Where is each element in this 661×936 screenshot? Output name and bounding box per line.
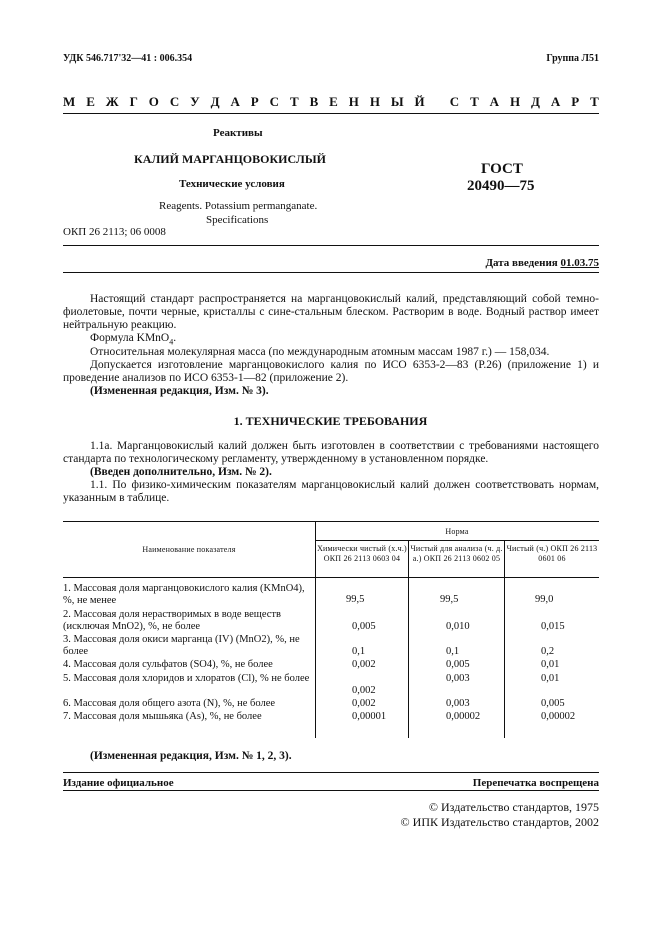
edit-note-1-2-3: (Измененная редакция, Изм. № 1, 2, 3). [90, 750, 292, 762]
banner-letter: О [148, 94, 159, 109]
table-cell: 0,015 [541, 621, 565, 632]
table-cell: 0,002 [352, 659, 376, 670]
banner-letter: С [269, 94, 280, 109]
banner-letter: В [309, 94, 319, 109]
table-cell: 0,005 [446, 659, 470, 670]
introduction-date [485, 257, 599, 269]
table-cell: 0,1 [446, 646, 460, 657]
table-cell: 99,0 [535, 594, 554, 605]
table-cell: 0,003 [446, 698, 470, 709]
interstate-standard-banner [63, 94, 599, 110]
table-row-name: 1. Массовая доля марганцовокислого калия (KMnO4), %, не менее [63, 583, 305, 606]
table-cell: 0,00001 [352, 711, 387, 722]
reagents-label: Реактивы [213, 127, 263, 139]
table-norm-rule [315, 540, 599, 541]
footer-rule [63, 772, 599, 773]
table-cell: 0,010 [446, 621, 470, 632]
table-cell: 0,005 [541, 698, 565, 709]
table-cell: 0,1 [352, 646, 366, 657]
banner-letter: Р [571, 94, 580, 109]
introduction-date-value: 01.03.75 [560, 257, 599, 269]
section-technical-requirements: 1. ТЕХНИЧЕСКИЕ ТРЕБОВАНИЯ [233, 414, 428, 428]
paragraph-scope: Настоящий стандарт распространяется на марганцовокислый калий, представляющий собой темно-фиолетовые, почти черные, кристаллы с сине-стальным блеском. Растворим в воде. Водный раствор имеет нейтральную реакцию. [63, 293, 599, 331]
udk-code: УДК 546.717'32—41 : 006.354 [63, 53, 193, 64]
formula-text: Формула KMnO [90, 332, 170, 344]
banner-letter: Н [348, 94, 359, 109]
group-code: Группа Л51 [546, 53, 599, 64]
table-cell: 0,003 [446, 673, 470, 684]
gost-label: ГОСТ [481, 161, 523, 177]
banner-letter: Т [470, 94, 479, 109]
date-rule [63, 272, 599, 273]
banner-letter: Е [86, 94, 95, 109]
formula-end: . [173, 332, 177, 344]
banner-letter: А [230, 94, 240, 109]
table-col-name-header: Наименование показателя [142, 545, 236, 554]
footer-rule-2 [63, 790, 599, 791]
banner-letter: Н [509, 94, 521, 109]
table-row-name: 6. Массовая доля общего азота (N), %, не более [63, 698, 276, 709]
table-cell: 0,002 [352, 685, 376, 696]
banner-letter: М [63, 94, 76, 109]
table-cell: 99,5 [346, 594, 365, 605]
table-col-analytical-grade: Чистый для анализа (ч. д. а.) ОКП 26 2113 0602 05 [410, 544, 503, 563]
banner-letter: Н [369, 94, 380, 109]
table-col-chemically-pure: Химически чистый (х.ч.) ОКП 26 2113 0603 04 [317, 544, 407, 563]
edit-note-3: (Измененная редакция, Изм. № 3). [90, 385, 269, 397]
table-row-name: 5. Массовая доля хлоридов и хлоратов (Cl), % не более [63, 673, 310, 684]
table-row-name: 7. Массовая доля мышьяка (As), %, не более [63, 711, 262, 722]
banner-letter: Ж [105, 94, 119, 109]
table-cell: 0,2 [541, 646, 555, 657]
header-rule [63, 113, 599, 114]
copyright-2002: © ИПК Издательство стандартов, 2002 [400, 815, 599, 829]
table-vline-2 [408, 540, 409, 738]
paragraph-1-1: 1.1. По физико-химическим показателям марганцовокислый калий должен соответствовать нормам, указанным в таблице. [63, 479, 599, 504]
table-cell: 99,5 [440, 594, 459, 605]
banner-letter: С [449, 94, 460, 109]
copyright-1975: © Издательство стандартов, 1975 [428, 800, 599, 814]
table-col-pure: Чистый (ч.) ОКП 26 2113 0601 06 [506, 544, 598, 563]
document-title: КАЛИЙ МАРГАНЦОВОКИСЛЫЙ [134, 152, 326, 166]
english-title-line1: Reagents. Potassium permanganate. [159, 200, 318, 212]
table-cell: 0,00002 [446, 711, 481, 722]
okp-code: ОКП 26 2113; 06 0008 [63, 226, 166, 238]
table-row-name: 4. Массовая доля сульфатов (SO4), %, не более [63, 659, 273, 670]
table-cell: 0,00002 [541, 711, 576, 722]
banner-letter: У [190, 94, 200, 109]
banner-letter: Ы [390, 94, 404, 109]
banner-letter: Д [210, 94, 220, 109]
banner-letter [436, 94, 439, 110]
banner-letter: Т [289, 94, 299, 109]
reprint-prohibited: Перепечатка воспрещена [472, 777, 599, 789]
title-rule [63, 245, 599, 246]
table-header-rule [63, 577, 599, 578]
formula-subscript: 4 [169, 337, 174, 347]
table-row-name: 3. Массовая доля окиси марганца (IV) (MnO2), %, не более [63, 634, 300, 657]
table-row-name: 2. Массовая доля нерастворимых в воде веществ (исключая MnO2), %, не более [63, 609, 281, 632]
table-cell: 0,01 [541, 673, 560, 684]
table-cell: 0,002 [352, 698, 376, 709]
banner-letter: А [489, 94, 500, 109]
document-subtitle: Технические условия [179, 178, 285, 190]
table-top-rule [63, 521, 599, 522]
official-edition: Издание официальное [63, 777, 174, 789]
paragraph-iso: Допускается изготовление марганцовокислого калия по ИСО 6353-2—83 (Р.26) (приложение 1) и проведение анализов по ИСО 6353-1—82 (приложение 2). [63, 359, 599, 384]
banner-letter: Т [590, 94, 599, 109]
table-norm-header: Норма [445, 527, 469, 536]
paragraph-1-1a: 1.1а. Марганцовокислый калий должен быть изготовлен в соответствии с требованиями настоящего стандарта по технологическому регламенту, утвержденному в установленном порядке. [63, 440, 599, 465]
banner-letter: Й [414, 94, 425, 109]
table-cell: 0,01 [541, 659, 560, 670]
table-vline-3 [504, 540, 505, 738]
banner-letter: Д [531, 94, 540, 109]
introduction-date-label: Дата введения [485, 257, 558, 269]
banner-letter: А [550, 94, 561, 109]
gost-number: 20490—75 [467, 178, 535, 194]
added-note-2: (Введен дополнительно, Изм. № 2). [90, 466, 272, 478]
banner-letter: Е [329, 94, 338, 109]
paragraph-molar-mass: Относительная молекулярная масса (по международным атомным массам 1987 г.) — 158,034. [90, 346, 550, 358]
table-cell: 0,005 [352, 621, 376, 632]
banner-letter: С [169, 94, 180, 109]
banner-letter: Р [250, 94, 259, 109]
banner-letter: Г [129, 94, 138, 109]
english-title-line2: Specifications [206, 214, 269, 226]
